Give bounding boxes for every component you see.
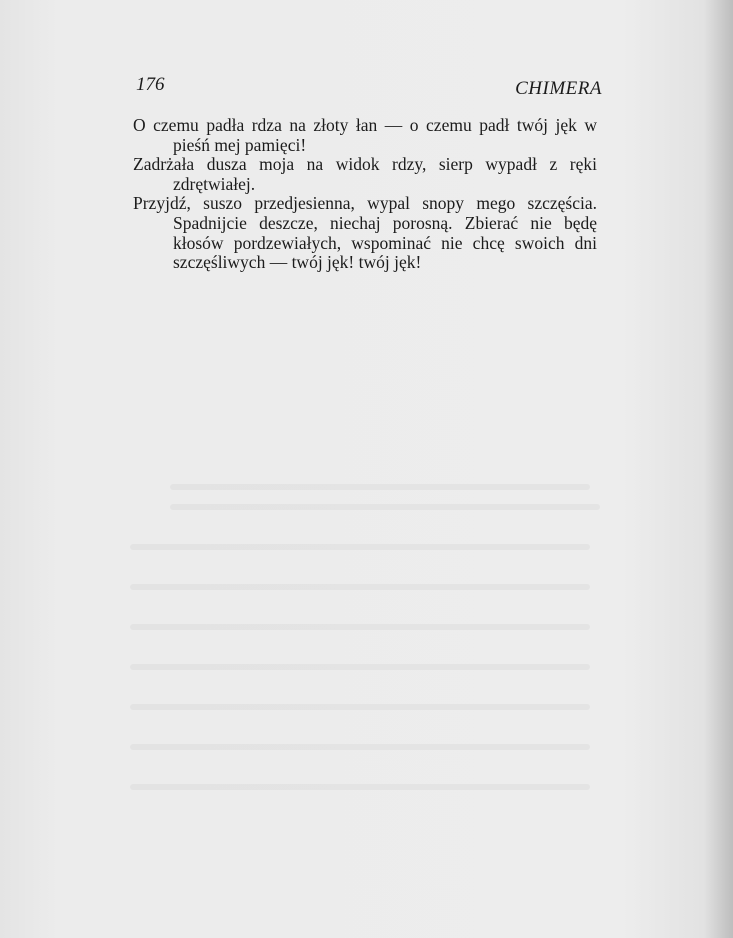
page-number: 176	[136, 74, 165, 95]
page-body	[133, 116, 597, 273]
paragraph: Zadrżała dusza moja na widok rdzy, sierp wypadł z ręki zdrętwiałej.	[133, 154, 597, 194]
paragraph: O czemu padła rdza na złoty łan — o czemu padł twój jęk w pieśń mej pamięci!	[133, 115, 597, 155]
page-header	[136, 74, 602, 100]
paragraph: Przyjdź, suszo przedjesienna, wypal snopy mego szczęścia. Spadnijcie deszcze, niechaj porosną. Zbierać nie będę kłosów pordzewiałych, wspominać nie chcę swoich dni szczęśliwych — twój jęk! twój jęk!	[133, 193, 597, 273]
running-title: CHIMERA	[515, 78, 602, 99]
